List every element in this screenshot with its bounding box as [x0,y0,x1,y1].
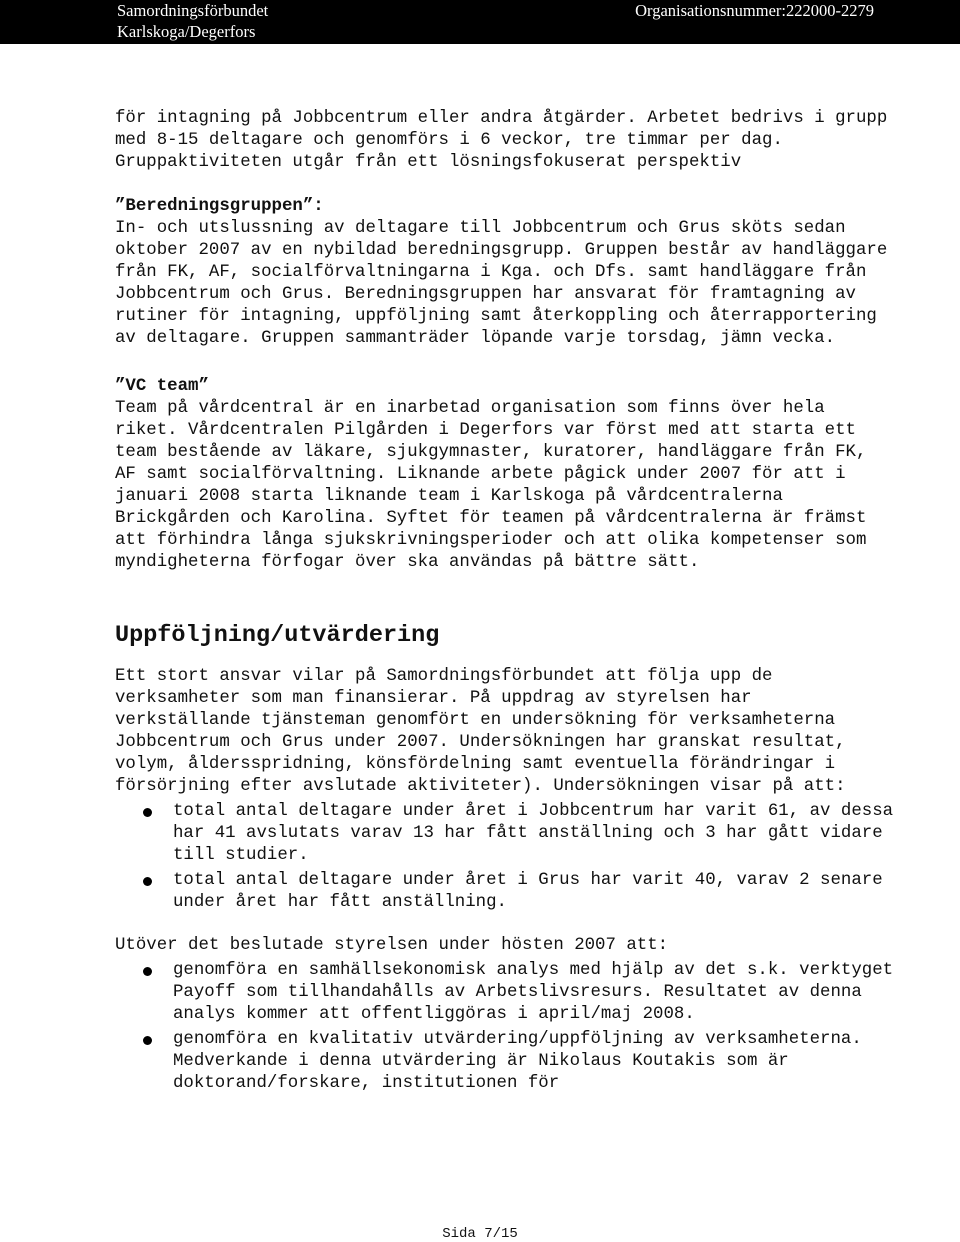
list-item-text: total antal deltagare under året i Grus har varit 40, varav 2 senare under året har fått anställning. [173,871,883,912]
vcteam-title: ”VC team” [115,377,209,396]
header-org [117,0,268,42]
section-heading-uppfoljning: Uppföljning/utvärdering [115,622,440,649]
org-name: Samordningsförbundet [117,1,269,20]
followup-paragraph: Ett stort ansvar vilar på Samordningsförbundet att följa upp de verksamheter som man finansierar. På uppdrag av styrelsen har verkställande tjänsteman genomfört en undersökning för verksamheterna Jobbcentrum och Grus under 2007. Undersökningen har granskat resultat, volym, åldersspridning, könsfördelning samt eventuella förändringar i försörjning efter avslutade aktiviteter). Undersökningen visar på att: [115,667,846,796]
list-item [115,1029,895,1095]
org-region: Karlskoga/Degerfors [117,22,256,41]
list-item-text: total antal deltagare under året i Jobbcentrum har varit 61, av dessa har 41 avslutats varav 13 har fått anställning och 3 har gått vidare till studier. [173,802,894,865]
list-item-text: genomföra en kvalitativ utvärdering/uppföljning av verksamheterna. Medverkande i denna utvärdering är Nikolaus Koutakis som är doktorand/forskare, institutionen för [173,1030,862,1093]
decisions-intro: Utöver det beslutade styrelsen under hösten 2007 att: [115,936,669,955]
list-item [115,870,895,914]
bullet-icon [143,1036,152,1045]
list-item-text: genomföra en samhällsekonomisk analys med hjälp av det s.k. verktyget Payoff som tillhandahålls av Arbetslivsresurs. Resultatet av denna analys kommer att offentliggöras i april/maj 2008. [173,961,894,1024]
bullet-icon [143,877,152,886]
vcteam-paragraph: Team på vårdcentral är en inarbetad organisation som finns över hela riket. Vårdcentralen Pilgården i Degerfors var först med att starta ett team bestående av läkare, sjukgymnaster, kuratorer, handläggare från FK, AF samt socialförvaltning. Liknande arbete pågick under 2007 för att i januari 2008 starta liknande team i Karlskoga på vårdcentralerna Brickgården och Karolina. Syftet för teamen på vårdcentralerna är främst att förhindra långa sjukskrivningsperioder och att olika kompetenser som myndigheterna förfogar över ska användas på bättre sätt. [115,399,867,572]
bullet-icon [143,967,152,976]
decisions-list [115,960,895,1095]
beredning-paragraph: In- och utslussning av deltagare till Jobbcentrum och Grus sköts sedan oktober 2007 av en nybildad beredningsgrupp. Gruppen består av handläggare från FK, AF, socialförvaltningarna i Kga. och Dfs. samt handläggare från Jobbcentrum och Grus. Beredningsgruppen har ansvarat för framtagning av rutiner för intagning, uppföljning samt återkoppling och återrapportering av deltagare. Gruppen sammanträder löpande varje torsdag, jämn vecka. [115,219,888,348]
document-body [115,108,895,1098]
intro-paragraph: för intagning på Jobbcentrum eller andra åtgärder. Arbetet bedrivs i grupp med 8-15 deltagare och genomförs i 6 veckor, tre timmar per dag. Gruppaktiviteten utgår från ett lösningsfokuserat perspektiv [115,109,888,172]
bullet-icon [143,808,152,817]
org-number: Organisationsnummer:222000-2279 [635,1,874,20]
beredning-title: ”Beredningsgruppen”: [115,197,324,216]
list-item [115,801,895,867]
list-item [115,960,895,1026]
findings-list [115,801,895,914]
page-number: Sida 7/15 [442,1226,518,1242]
page-header [0,0,960,44]
